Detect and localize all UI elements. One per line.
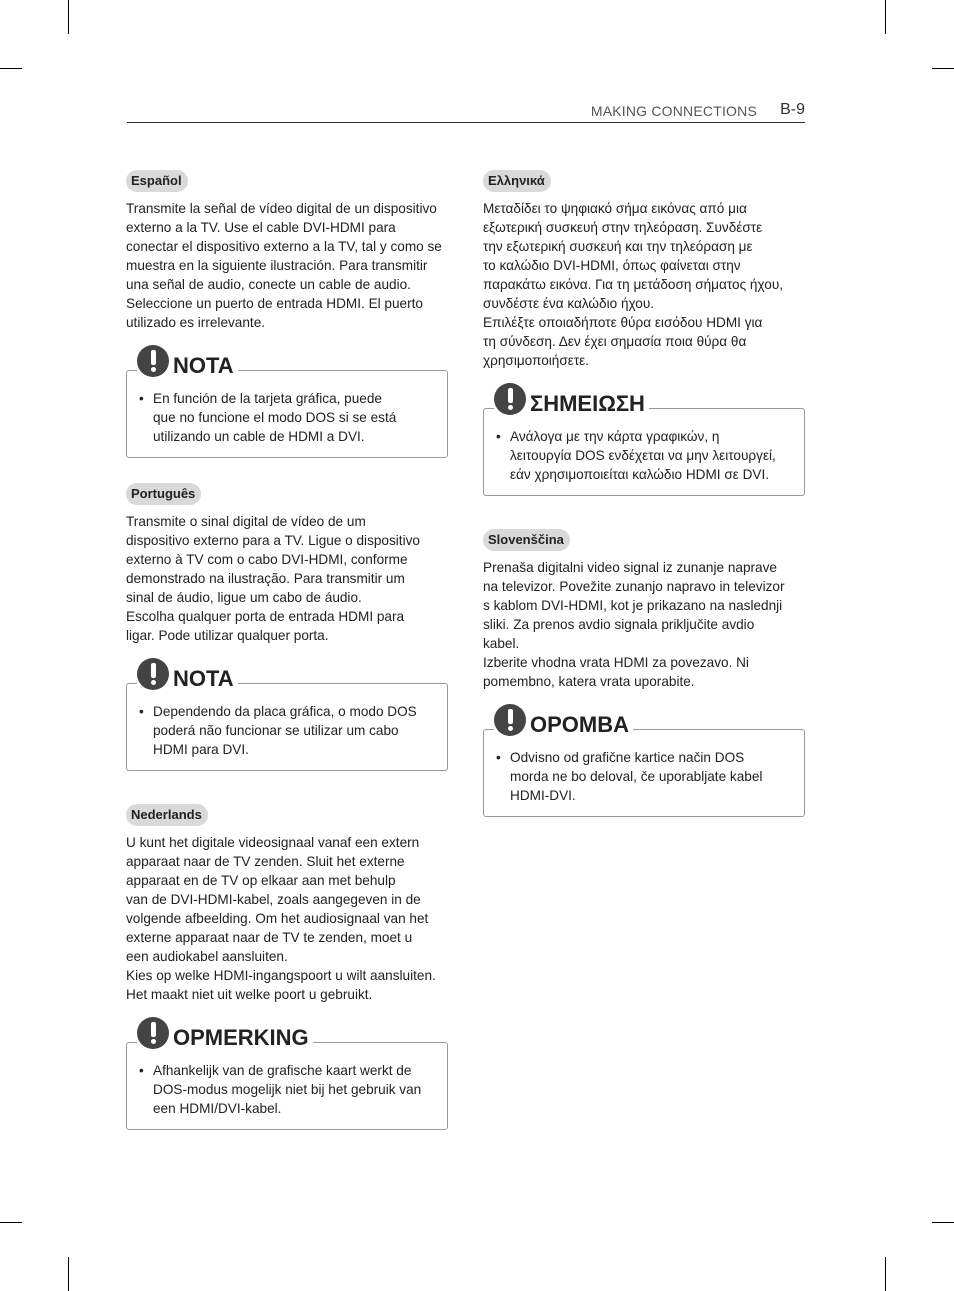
- note-heading: [137, 658, 238, 692]
- paragraph-pt: Transmite o sinal digital de vídeo de um dispositivo externo para a TV. Ligue o dispositivo externo à TV com o cabo DVI-HDMI, conforme demonstrado na ilustração. Para transmitir um sinal de áudio, ligue um cabo de áudio. Escolha qualquer porta de entrada HDMI para ligar. Pode utilizar qualquer porta.: [126, 514, 420, 643]
- paragraph-el: Μεταδίδει το ψηφιακό σήμα εικόνας από μια εξωτερική συσκευή στην τηλεόραση. Συνδέστε την εξωτερική συσκευή και την τηλεόραση με το καλώδιο DVI-HDMI, όπως φαίνεται στην παρακάτω εικόνα. Για τη μετάδοση σήματος ήχου, συνδέστε ένα καλώδιο ήχου. Επιλέξτε οποιαδήποτε θύρα εισόδου HDMI για τη σύνδεση. Δεν έχει σημασία ποια θύρα θα χρησιμοποιήσετε.: [483, 201, 784, 368]
- note-box-nl: [126, 1025, 448, 1130]
- warning-icon: [494, 383, 526, 415]
- note-bullet: • Ανάλογα με την κάρτα γραφικών, η λειτουργία DOS ενδέχεται να μην λειτουργεί, εάν χρησιμοποιείται καλώδιο HDMI σε DVI.: [496, 427, 794, 484]
- note-box-sl: [483, 712, 805, 817]
- warning-icon: [494, 704, 526, 736]
- crop-mark: [68, 1257, 69, 1291]
- paragraph-nl: U kunt het digitale videosignaal vanaf een extern apparaat naar de TV zenden. Sluit het externe apparaat en de TV op elkaar aan met behulp van de DVI-HDMI-kabel, zoals aangegeven in de volgende afbeelding. Om het audiosignaal van het externe apparaat naar de TV te zenden, moet u een audiokabel aansluiten. Kies op welke HDMI-ingangspoort u wilt aansluiten. Het maakt niet uit welke poort u gebruikt.: [126, 835, 436, 1002]
- note-bullet: • Odvisno od grafične kartice način DOS morda ne bo deloval, če uporabljate kabel HDMI-DVI.: [496, 748, 794, 805]
- note-box-el: [483, 391, 805, 496]
- warning-icon: [137, 658, 169, 690]
- note-title: NOTA: [173, 353, 234, 378]
- note-heading: [494, 383, 649, 417]
- note-bullet: • Afhankelijk van de grafische kaart werkt de DOS-modus mogelijk niet bij het gebruik van een HDMI/DVI-kabel.: [139, 1061, 437, 1118]
- crop-mark: [68, 0, 69, 34]
- language-tag-nl: Nederlands: [126, 804, 208, 826]
- crop-mark: [885, 1257, 886, 1291]
- note-title: NOTA: [173, 666, 234, 691]
- paragraph-sl: Prenaša digitalni video signal iz zunanje naprave na televizor. Povežite zunanjo napravo in televizor s kablom DVI-HDMI, kot je prikazano na naslednji sliki. Za prenos avdio signala priključite avdio kabel. Izberite vhodna vrata HDMI za povezavo. Ni pomembno, katera vrata uporabite.: [483, 560, 785, 689]
- language-tag-es: Español: [126, 170, 188, 192]
- note-bullet: • Dependendo da placa gráfica, o modo DOS poderá não funcionar se utilizar um cabo HDMI para DVI.: [139, 702, 437, 759]
- crop-mark: [932, 1222, 954, 1223]
- section-title: MAKING CONNECTIONS: [590, 103, 757, 119]
- left-column: [126, 170, 448, 1130]
- note-title: OPOMBA: [530, 712, 629, 737]
- language-tag-el: Ελληνικά: [483, 170, 551, 192]
- warning-icon: [137, 345, 169, 377]
- language-tag-sl: Slovenščina: [483, 529, 570, 551]
- page-header: [127, 100, 805, 123]
- warning-icon: [137, 1017, 169, 1049]
- note-box-pt: [126, 666, 448, 771]
- note-heading: [137, 1017, 313, 1051]
- crop-mark: [0, 1222, 22, 1223]
- page-number: B-9: [780, 101, 805, 118]
- crop-mark: [0, 68, 22, 69]
- note-bullet: • En función de la tarjeta gráfica, puede que no funcione el modo DOS si se está utilizando un cable de HDMI a DVI.: [139, 389, 437, 446]
- right-column: [483, 170, 805, 817]
- note-title: ΣΗΜΕΙΩΣΗ: [530, 391, 645, 416]
- crop-mark: [932, 68, 954, 69]
- language-tag-pt: Português: [126, 483, 201, 505]
- note-title: OPMERKING: [173, 1025, 309, 1050]
- note-box-es: [126, 353, 448, 458]
- note-heading: [494, 704, 633, 738]
- crop-mark: [885, 0, 886, 34]
- note-heading: [137, 345, 238, 379]
- paragraph-es: Transmite la señal de vídeo digital de un dispositivo externo a la TV. Use el cable DVI-HDMI para conectar el dispositivo externo a la TV, tal y como se muestra en la siguiente ilustración. Para transmitir una señal de audio, conecte un cable de audio. Seleccione un puerto de entrada HDMI. El puerto utilizado es irrelevante.: [126, 201, 442, 330]
